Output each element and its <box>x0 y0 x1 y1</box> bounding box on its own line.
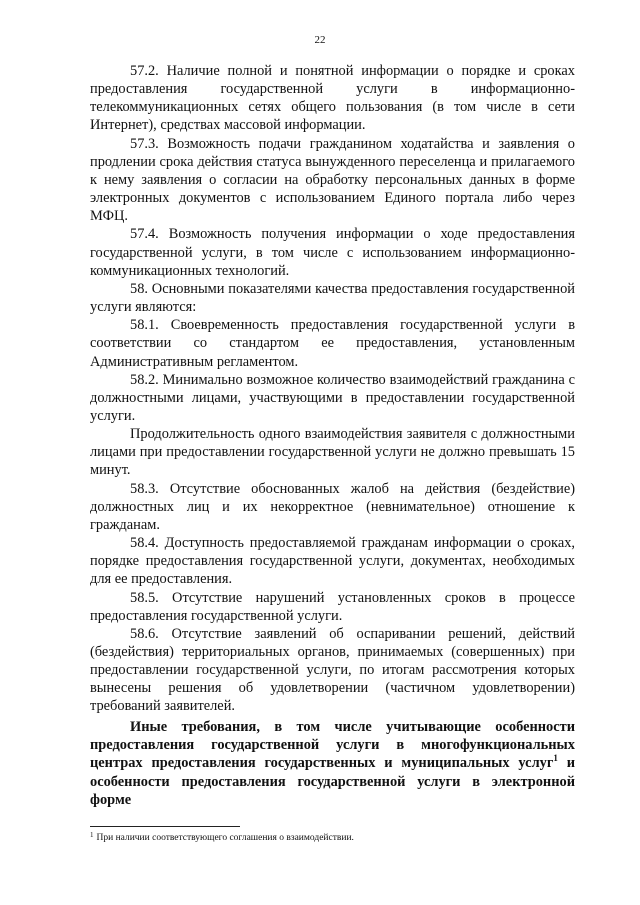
footnote-mark: 1 <box>90 831 94 839</box>
paragraph-58-2: 58.2. Минимально возможное количество взаимодействий гражданина с должностными лицами, участвующими в предоставлении государственной услуги. <box>90 371 575 424</box>
paragraph-58-5: 58.5. Отсутствие нарушений установленных сроков в процессе предоставления государственной услуги. <box>90 589 575 624</box>
heading-part-2: и особенности предоставления государственной услуги в электронной форме <box>90 755 576 808</box>
paragraph-duration: Продолжительность одного взаимодействия заявителя с должностными лицами при предоставлении государственной услуги не должно превышать 15 минут. <box>90 426 575 479</box>
section-heading <box>90 718 575 809</box>
paragraph-58-6: 58.6. Отсутствие заявлений об оспаривании решений, действий (бездействия) территориальных органов, принимаемых (совершенных) при предоставлении государственной услуги, по итогам рассмотрения которых вынесены решения об удовлетворении (частичном удовлетворении) требований заявителей. <box>90 625 575 715</box>
heading-part-1: Иные требования, в том числе учитывающие особенности предоставления государственной услуги в многофункциональных центрах предоставления государственных и муниципальных услуг <box>90 719 575 772</box>
body-text <box>90 62 575 716</box>
footnote-divider <box>90 826 240 827</box>
paragraph-58-3: 58.3. Отсутствие обоснованных жалоб на действия (бездействие) должностных лиц и их некорректное (невнимательное) отношение к гражданам. <box>90 480 575 533</box>
paragraph-58: 58. Основными показателями качества предоставления государственной услуги являются: <box>90 280 575 316</box>
paragraph-58-1: 58.1. Своевременность предоставления государственной услуги в соответствии со стандартом ее предоставления, установленным Административным регламентом. <box>90 317 575 370</box>
footnote-text: При наличии соответствующего соглашения о взаимодействии. <box>96 833 354 843</box>
footnote <box>90 832 575 844</box>
paragraph-58-4: 58.4. Доступность предоставляемой гражданам информации о сроках, порядке предоставления государственной услуги, документах, необходимых для ее предоставления. <box>90 535 575 588</box>
heading-footnote-mark: 1 <box>553 753 558 764</box>
paragraph-57-3: 57.3. Возможность подачи гражданином ходатайства и заявления о продлении срока действия статуса вынужденного переселенца и прилагаемого к нему заявления о согласии на обработку персональных данных в форме электронных документов с использованием Единого портала либо через МФЦ. <box>90 135 575 225</box>
paragraph-57-4: 57.4. Возможность получения информации о ходе предоставления государственной услуги, в том числе с использованием информационно-коммуникационных технологий. <box>90 226 575 279</box>
paragraph-57-2: 57.2. Наличие полной и понятной информации о порядке и сроках предоставления государственной услуги в информационно-телекоммуникационных сетях общего пользования (в том числе в сети Интернет), средствах массовой информации. <box>90 63 575 134</box>
page-number: 22 <box>314 34 326 46</box>
